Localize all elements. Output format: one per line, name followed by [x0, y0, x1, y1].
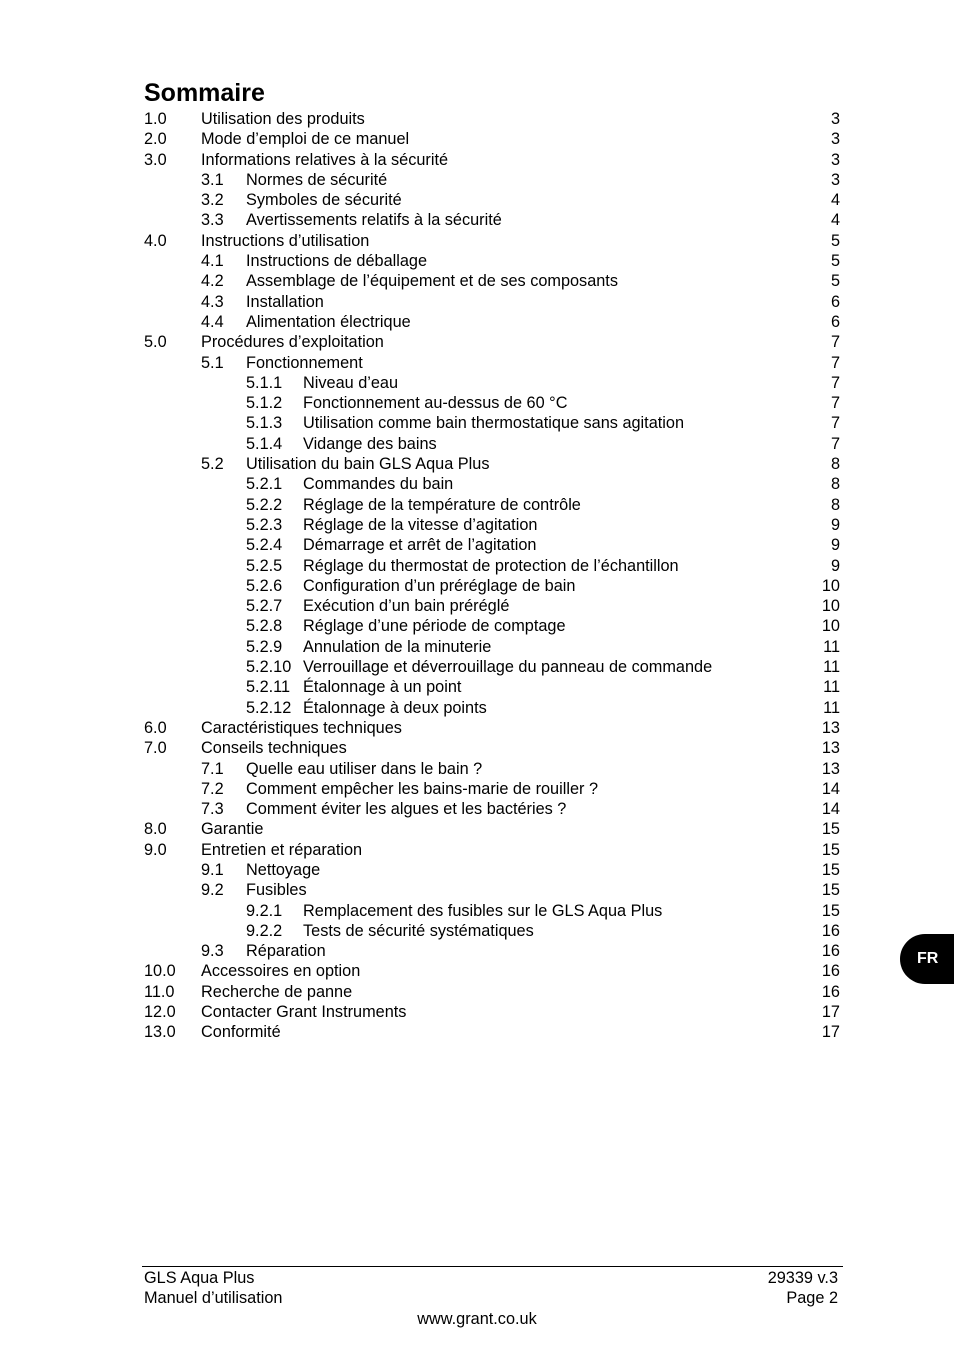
toc-entry-title: Instructions de déballage — [246, 252, 428, 271]
toc-entry-page: 11 — [823, 678, 840, 697]
toc-entry-page: 16 — [821, 962, 840, 981]
toc-entry-number: 5.1.4 — [246, 434, 283, 453]
toc-entry-title: Quelle eau utiliser dans le bain ? — [246, 759, 483, 778]
toc-entry — [144, 170, 840, 190]
toc-entry-title: Vidange des bains — [303, 434, 437, 453]
toc-entry-page: 11 — [823, 637, 840, 656]
toc-entry-title: Instructions d’utilisation — [201, 231, 370, 250]
toc-entry-page: 9 — [830, 536, 840, 555]
toc-entry-number: 4.2 — [201, 272, 224, 291]
toc-entry — [144, 1002, 840, 1022]
toc-entry-page: 10 — [821, 576, 840, 595]
toc-entry-number: 4.4 — [201, 312, 224, 331]
toc-entry — [144, 576, 840, 596]
toc-entry — [144, 535, 840, 555]
toc-entry-number: 11.0 — [144, 982, 175, 1001]
toc-entry-title: Accessoires en option — [201, 962, 361, 981]
toc-entry-page: 3 — [830, 110, 840, 128]
toc-entry-title: Symboles de sécurité — [246, 191, 402, 210]
toc-entry-page: 4 — [830, 211, 840, 230]
toc-entry-number: 5.2.10 — [246, 658, 292, 677]
toc-entry — [144, 921, 840, 941]
toc-entry-page: 5 — [830, 272, 840, 291]
toc-entry-title: Tests de sécurité systématiques — [303, 921, 534, 940]
toc-entry — [144, 332, 840, 352]
toc-entry-page: 3 — [830, 170, 840, 189]
toc-entry-page: 7 — [830, 394, 840, 413]
toc-entry — [144, 616, 840, 636]
toc-entry-number: 5.1.2 — [246, 394, 283, 413]
toc-entry-page: 6 — [830, 292, 840, 311]
toc-entry — [144, 495, 840, 515]
toc-entry — [144, 454, 840, 474]
footer-url: www.grant.co.uk — [417, 1310, 537, 1328]
toc-entry-title: Nettoyage — [246, 860, 321, 879]
toc-entry — [144, 677, 840, 697]
toc-entry-title: Informations relatives à la sécurité — [201, 150, 449, 169]
toc-entry-page: 7 — [830, 333, 840, 352]
toc-entry — [144, 190, 840, 210]
toc-entry-number: 2.0 — [144, 130, 167, 149]
toc-entry-number: 7.0 — [144, 739, 167, 758]
toc-entry-page: 5 — [830, 252, 840, 271]
toc-entry-title: Remplacement des fusibles sur le GLS Aqua Plus — [303, 901, 663, 920]
toc-entry — [144, 393, 840, 413]
toc-entry-title: Réglage de la température de contrôle — [303, 495, 581, 514]
toc-entry-number: 5.2.1 — [246, 475, 283, 494]
toc-entry-page: 8 — [830, 495, 840, 514]
toc-entry-number: 5.2.5 — [246, 556, 283, 575]
toc-entry-number: 5.2.2 — [246, 495, 283, 514]
toc-entry-page: 15 — [821, 840, 840, 859]
toc-entry-page: 16 — [821, 921, 840, 940]
toc-entry-number: 1.0 — [144, 110, 167, 128]
toc-entry — [144, 292, 840, 312]
toc-entry-number: 4.0 — [144, 231, 167, 250]
toc-entry-page: 8 — [830, 475, 840, 494]
toc-entry-page: 16 — [821, 942, 840, 961]
toc-entry-title: Utilisation comme bain thermostatique sans agitation — [303, 414, 684, 433]
toc-entry — [144, 515, 840, 535]
toc-entry-title: Normes de sécurité — [246, 170, 388, 189]
toc-entry-page: 11 — [823, 698, 840, 717]
toc-entry-page: 14 — [821, 800, 840, 819]
toc-entry-title: Mode d’emploi de ce manuel — [201, 130, 410, 149]
toc-entry-title: Exécution d’un bain préréglé — [303, 597, 510, 616]
toc-entry — [144, 698, 840, 718]
toc-entry — [144, 860, 840, 880]
toc-entry — [144, 251, 840, 271]
toc-entry-number: 5.2.11 — [246, 678, 291, 697]
toc-entry-number: 3.2 — [201, 191, 224, 210]
toc-entry — [144, 373, 840, 393]
toc-entry — [144, 637, 840, 657]
toc-entry-page: 17 — [821, 1023, 840, 1042]
toc-entry-number: 9.1 — [201, 860, 224, 879]
toc-entry-title: Garantie — [201, 820, 264, 839]
toc-entry-page: 13 — [821, 759, 840, 778]
toc-entry-number: 9.0 — [144, 840, 167, 859]
toc-entry-page: 15 — [821, 901, 840, 920]
toc-entry-number: 10.0 — [144, 962, 176, 981]
toc-entry-number: 5.2.3 — [246, 515, 283, 534]
toc-entry — [144, 961, 840, 981]
toc-entry — [144, 718, 840, 738]
toc-entry-title: Installation — [246, 292, 324, 311]
toc-entry-title: Verrouillage et déverrouillage du panneau de commande — [303, 658, 713, 677]
toc-entry-page: 6 — [830, 312, 840, 331]
toc-entry-title: Fonctionnement — [246, 353, 363, 372]
toc-entry-number: 5.2.12 — [246, 698, 292, 717]
toc-entry — [144, 819, 840, 839]
toc-entry-page: 15 — [821, 820, 840, 839]
toc-entry-page: 7 — [830, 434, 840, 453]
toc-entry-title: Conseils techniques — [201, 739, 347, 758]
toc-entry-page: 13 — [821, 739, 840, 758]
toc-entry — [144, 413, 840, 433]
footer-version: 29339 v.3 — [767, 1269, 838, 1287]
toc-entry — [144, 271, 840, 291]
toc-entry-number: 5.2.4 — [246, 536, 283, 555]
toc-entry — [144, 901, 840, 921]
toc-entry-number: 7.1 — [201, 759, 224, 778]
toc-entry-title: Utilisation du bain GLS Aqua Plus — [246, 455, 490, 474]
toc-entry-title: Conformité — [201, 1023, 281, 1042]
toc-entry-number: 7.2 — [201, 779, 224, 798]
toc-entry-page: 9 — [830, 515, 840, 534]
toc-entry-number: 7.3 — [201, 800, 224, 819]
toc-entry — [144, 738, 840, 758]
toc-entry-number: 5.2.9 — [246, 637, 283, 656]
toc-entry-title: Réparation — [246, 942, 326, 961]
toc-entry — [144, 657, 840, 677]
footer-divider — [142, 1266, 843, 1267]
toc-entry-number: 6.0 — [144, 718, 167, 737]
toc-entry-page: 7 — [830, 353, 840, 372]
toc-entry-page: 3 — [830, 130, 840, 149]
toc-entry-title: Réglage d’une période de comptage — [303, 617, 566, 636]
toc-entry — [144, 434, 840, 454]
toc-entry-title: Utilisation des produits — [201, 110, 365, 128]
toc-entry — [144, 1022, 840, 1042]
toc-entry-title: Caractéristiques techniques — [201, 718, 402, 737]
toc-entry-title: Entretien et réparation — [201, 840, 363, 859]
toc-entry-number: 9.2 — [201, 881, 224, 900]
toc-entry-title: Alimentation électrique — [246, 312, 411, 331]
toc-entry-title: Réglage de la vitesse d’agitation — [303, 515, 538, 534]
toc-entry — [144, 474, 840, 494]
page-title: Sommaire — [144, 79, 265, 107]
toc-entry-title: Contacter Grant Instruments — [201, 1003, 407, 1022]
toc-entry-number: 5.0 — [144, 333, 167, 352]
toc-entry-number: 8.0 — [144, 820, 167, 839]
toc-entry — [144, 799, 840, 819]
toc-entry-title: Configuration d’un préréglage de bain — [303, 576, 576, 595]
toc-entry — [144, 982, 840, 1002]
toc-entry-number: 5.2.6 — [246, 576, 283, 595]
toc-entry-number: 9.3 — [201, 942, 224, 961]
toc-entry-title: Annulation de la minuterie — [303, 637, 492, 656]
toc-entry — [144, 210, 840, 230]
toc-entry-title: Comment éviter les algues et les bactéries ? — [246, 800, 567, 819]
footer-doc-type: Manuel d’utilisation — [144, 1289, 283, 1308]
toc-entry — [144, 231, 840, 251]
toc-entry-number: 5.2.7 — [246, 597, 283, 616]
toc-entry — [144, 129, 840, 149]
toc-entry-page: 10 — [821, 617, 840, 636]
toc-entry-number: 9.2.1 — [246, 901, 283, 920]
toc-entry-number: 4.3 — [201, 292, 224, 311]
toc-entry-page: 7 — [830, 373, 840, 392]
toc-entry-title: Niveau d’eau — [303, 373, 399, 392]
toc-entry — [144, 353, 840, 373]
toc-entry-number: 3.3 — [201, 211, 224, 230]
toc-entry-number: 5.2.8 — [246, 617, 283, 636]
toc-entry-number: 3.1 — [201, 170, 224, 189]
toc-entry-title: Assemblage de l’équipement et de ses composants — [246, 272, 618, 291]
toc-entry-title: Recherche de panne — [201, 982, 353, 1001]
toc-entry-title: Étalonnage à deux points — [303, 698, 487, 717]
toc-entry-page: 9 — [830, 556, 840, 575]
toc-entry-number: 5.2 — [201, 455, 224, 474]
toc-entry-title: Étalonnage à un point — [303, 678, 462, 697]
toc-entry-number: 4.1 — [201, 252, 224, 271]
toc-entry-page: 8 — [830, 455, 840, 474]
toc-entry-page: 16 — [821, 982, 840, 1001]
footer-right — [768, 1268, 838, 1309]
toc-entry — [144, 840, 840, 860]
toc-entry-number: 12.0 — [144, 1003, 176, 1022]
toc-entry — [144, 109, 840, 129]
toc-entry-title: Comment empêcher les bains-marie de rouiller ? — [246, 779, 599, 798]
toc-entry-page: 17 — [821, 1003, 840, 1022]
toc-entry — [144, 759, 840, 779]
toc-entry-page: 13 — [821, 718, 840, 737]
toc-entry-title: Commandes du bain — [303, 475, 454, 494]
toc-entry — [144, 779, 840, 799]
toc-entry-page: 15 — [821, 881, 840, 900]
toc-entry-page: 7 — [830, 414, 840, 433]
toc-entry — [144, 941, 840, 961]
footer-page-number: Page 2 — [786, 1289, 838, 1308]
toc-entry-page: 15 — [821, 860, 840, 879]
toc-entry-title: Avertissements relatifs à la sécurité — [246, 211, 502, 230]
toc-entry-title: Fonctionnement au-dessus de 60 °C — [303, 394, 568, 413]
toc-entry-page: 3 — [830, 150, 840, 169]
toc-entry-number: 5.1.1 — [246, 373, 283, 392]
footer-product: GLS Aqua Plus — [144, 1269, 255, 1287]
toc-entry-number: 13.0 — [144, 1023, 176, 1042]
toc-entry-page: 14 — [821, 779, 840, 798]
footer-left — [144, 1268, 282, 1309]
toc-entry — [144, 880, 840, 900]
toc-entry-title: Démarrage et arrêt de l’agitation — [303, 536, 537, 555]
toc-entry-page: 4 — [830, 191, 840, 210]
toc-entry-number: 3.0 — [144, 150, 167, 169]
toc-entry-title: Réglage du thermostat de protection de l’échantillon — [303, 556, 679, 575]
toc-entry-title: Procédures d’exploitation — [201, 333, 384, 352]
toc-entry-number: 9.2.2 — [246, 921, 283, 940]
toc-entry-number: 5.1.3 — [246, 414, 283, 433]
toc-entry-number: 5.1 — [201, 353, 224, 372]
toc-entry-page: 11 — [823, 658, 840, 677]
toc-entry — [144, 312, 840, 332]
language-tab: FR — [900, 934, 954, 984]
toc-entry-title: Fusibles — [246, 881, 307, 900]
toc-entry-page: 5 — [830, 231, 840, 250]
toc-entry-page: 10 — [821, 597, 840, 616]
toc-entry — [144, 596, 840, 616]
toc-entry — [144, 556, 840, 576]
toc-entry — [144, 150, 840, 170]
table-of-contents — [144, 109, 840, 1043]
